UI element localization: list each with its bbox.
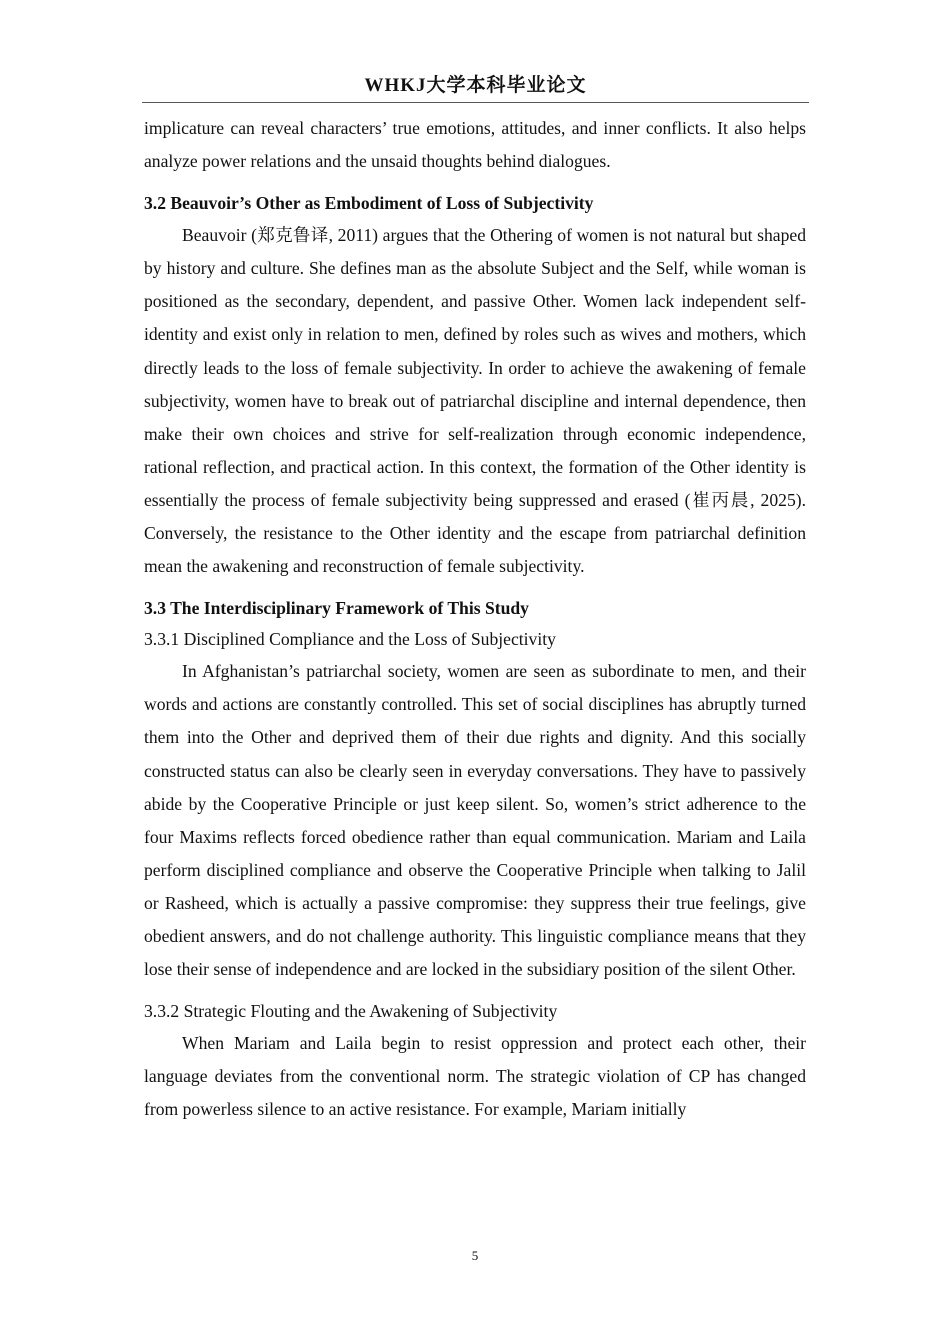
subsection-heading-3-3-2: 3.3.2 Strategic Flouting and the Awakening of Subjectivity [144, 1001, 558, 1022]
paragraph-3-3-2: When Mariam and Laila begin to resist oppression and protect each other, their language deviates from the conventional norm. The strategic violation of CP has changed from powerless silence to an active resistance. For example, Mariam initially [144, 1033, 806, 1120]
document-body [144, 112, 806, 1126]
page-number: 5 [471, 1248, 479, 1263]
section-heading-3-2: 3.2 Beauvoir’s Other as Embodiment of Loss of Subjectivity [144, 193, 594, 214]
paragraph-intro: implicature can reveal characters’ true emotions, attitudes, and inner conflicts. It also helps analyze power relations and the unsaid thoughts behind dialogues. [144, 118, 806, 172]
subsection-heading-3-3-1: 3.3.1 Disciplined Compliance and the Loss of Subjectivity [144, 629, 556, 650]
paragraph-3-3-1: In Afghanistan’s patriarchal society, women are seen as subordinate to men, and their words and actions are constantly controlled. This set of social disciplines has abruptly turned them into the Other and deprived them of their due rights and dignity. And this socially constructed status can also be clearly seen in everyday conversations. They have to passively abide by the Cooperative Principle or just keep silent. So, women’s strict adherence to the four Maxims reflects forced obedience rather than equal communication. Mariam and Laila perform disciplined compliance and observe the Cooperative Principle when talking to Jalil or Rasheed, which is actually a passive compromise: they suppress their true feelings, give obedient answers, and do not challenge authority. This linguistic compliance means that they lose their sense of independence and are locked in the subsidiary position of the silent Other. [144, 661, 806, 980]
header-title: WHKJ大学本科毕业论文 [364, 75, 587, 96]
section-heading-3-3: 3.3 The Interdisciplinary Framework of This Study [144, 598, 529, 619]
page-header [142, 72, 809, 103]
paragraph-3-2: Beauvoir (郑克鲁译, 2011) argues that the Othering of women is not natural but shaped by history and culture. She defines man as the absolute Subject and the Self, while woman is positioned as the secondary, dependent, and passive Other. Women lack independent self-identity and exist only in relation to men, defined by roles such as wives and mothers, which directly leads to the loss of female subjectivity. In order to achieve the awakening of female subjectivity, women have to break out of patriarchal discipline and internal dependence, then make their own choices and strive for self-realization through economic independence, rational reflection, and practical action. In this context, the formation of the Other identity is essentially the process of female subjectivity being suppressed and erased (崔丙晨, 2025). Conversely, the resistance to the Other identity and the escape from patriarchal definition mean the awakening and reconstruction of female subjectivity. [144, 225, 806, 577]
